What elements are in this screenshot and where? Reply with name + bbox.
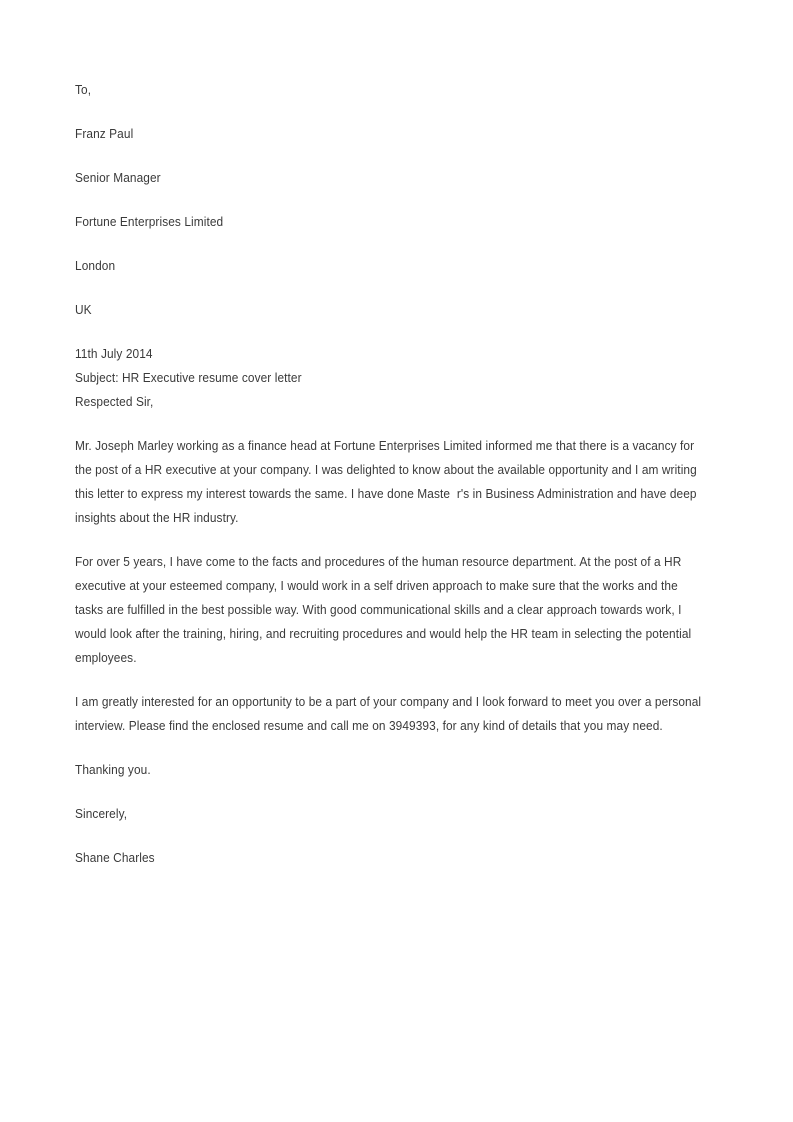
letter-closing-block: [75, 758, 705, 870]
recipient-city: London: [75, 258, 116, 273]
letter-meta-block: [75, 342, 705, 414]
recipient-country: UK: [75, 302, 92, 317]
letter-content: [75, 434, 705, 738]
letter-greeting: Respected Sir,: [75, 394, 154, 409]
body-paragraph-3: I am greatly interested for an opportunity to be a part of your company and I look forward to meet you over a personal interview. Please find the enclosed resume and call me on 3949393, for any kind of details that you may need.: [75, 694, 705, 733]
closing-valediction: Sincerely,: [75, 806, 128, 821]
body-paragraph-1: Mr. Joseph Marley working as a finance head at Fortune Enterprises Limited informed me that there is a vacancy for the post of a HR executive at your company. I was delighted to know about the available opportunity and I am writing this letter to express my interest towards the same. I have done Maste r's in Business Administration and have deep insights about the HR industry.: [75, 438, 701, 525]
closing-thanks: Thanking you.: [75, 762, 151, 777]
address-to-label: To,: [75, 82, 92, 97]
letter-date: 11th July 2014: [75, 346, 153, 361]
letter-body: [75, 78, 705, 870]
sender-name: Shane Charles: [75, 850, 155, 865]
recipient-title: Senior Manager: [75, 170, 161, 185]
body-paragraph-2: For over 5 years, I have come to the facts and procedures of the human resource department. At the post of a HR executive at your esteemed company, I would work in a self driven approach to make sure that the works and the tasks are fulfilled in the best possible way. With good communicational skills and a clear approach towards work, I would look after the training, hiring, and recruiting procedures and would help the HR team in selecting the potential employees.: [75, 554, 695, 665]
recipient-company: Fortune Enterprises Limited: [75, 214, 224, 229]
letter-subject: Subject: HR Executive resume cover letter: [75, 370, 302, 385]
recipient-address-block: [75, 78, 705, 322]
recipient-name: Franz Paul: [75, 126, 134, 141]
